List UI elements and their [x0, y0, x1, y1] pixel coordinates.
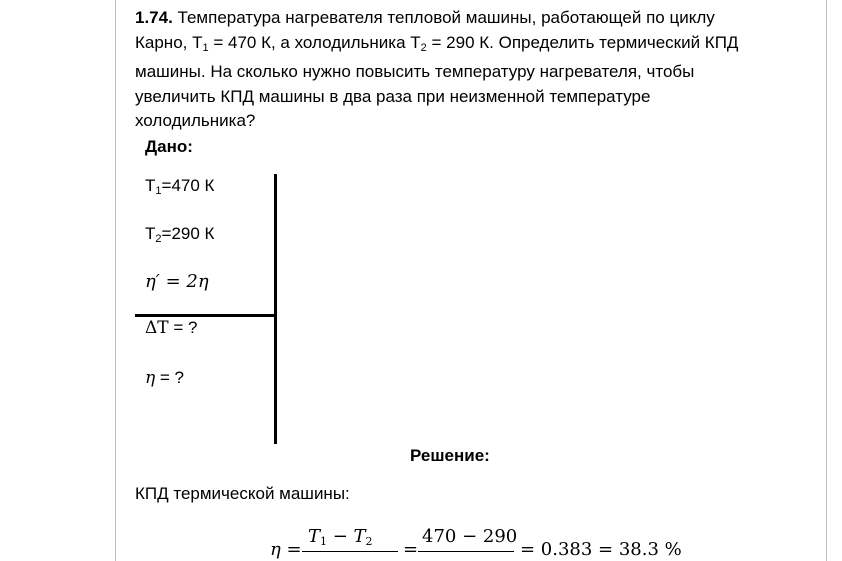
problem-line-3: машины. На сколько нужно повысить температуру нагревателя, чтобы — [135, 62, 695, 81]
subscript: 1 — [155, 185, 162, 197]
formula-fraction-bar-1 — [302, 551, 398, 552]
subscript: 2 — [155, 233, 162, 245]
formula-equals-1: = — [403, 539, 419, 560]
given-horizontal-divider — [135, 314, 277, 317]
formula-lhs: η = — [270, 539, 302, 560]
problem-statement — [135, 6, 825, 134]
problem-line-4: увеличить КПД машины в два раза при неизменной температуре — [135, 86, 651, 106]
problem-text: Температура нагревателя тепловой машины, работающей по циклу — [172, 8, 715, 27]
formula-symbolic-numerator — [308, 526, 373, 548]
problem-line-2 — [135, 31, 825, 61]
subscript: 1 — [202, 41, 209, 54]
given-title: Дано: — [145, 137, 193, 156]
given-eta-relation: η′ = 2η — [145, 271, 209, 292]
find-eta — [145, 368, 184, 388]
problem-number: 1.74. — [135, 8, 173, 27]
formula-fraction-bar-2 — [418, 551, 514, 552]
problem-text: = 470 К, а холодильника Т — [208, 32, 421, 52]
given-t1-label: Т — [145, 176, 156, 195]
problem-line-1 — [135, 6, 825, 31]
formula-minus-t2: − T — [327, 526, 366, 547]
subscript: 1 — [320, 535, 328, 548]
problem-text: = 290 К. Определить термический КПД — [426, 32, 739, 52]
problem-text: Карно, Т — [135, 32, 203, 52]
given-t1 — [145, 176, 214, 197]
find-delta-t — [145, 318, 197, 338]
solution-title: Решение: — [410, 446, 490, 465]
formula-t1: T — [308, 526, 321, 547]
page-margin-line-left — [115, 0, 116, 561]
problem-line-5: холодильника? — [135, 111, 256, 130]
eta-query: = ? — [155, 368, 185, 387]
page-margin-line-right — [826, 0, 827, 561]
subscript: 2 — [365, 535, 373, 548]
eta-symbol: η — [145, 368, 156, 388]
given-t2 — [145, 224, 214, 245]
given-t2-value: =290 К — [161, 224, 215, 243]
given-t1-value: =470 К — [161, 176, 215, 195]
given-t2-label: Т — [145, 224, 156, 243]
delta-t-query: = ? — [168, 318, 198, 337]
delta-t-symbol: ΔT — [145, 318, 169, 338]
solution-intro: КПД термической машины: — [135, 484, 350, 503]
subscript: 2 — [420, 41, 427, 54]
formula-result: = 0.383 = 38.3 % — [520, 539, 682, 560]
formula-numeric-numerator: 470 − 290 — [422, 526, 518, 547]
given-vertical-divider — [274, 174, 277, 444]
